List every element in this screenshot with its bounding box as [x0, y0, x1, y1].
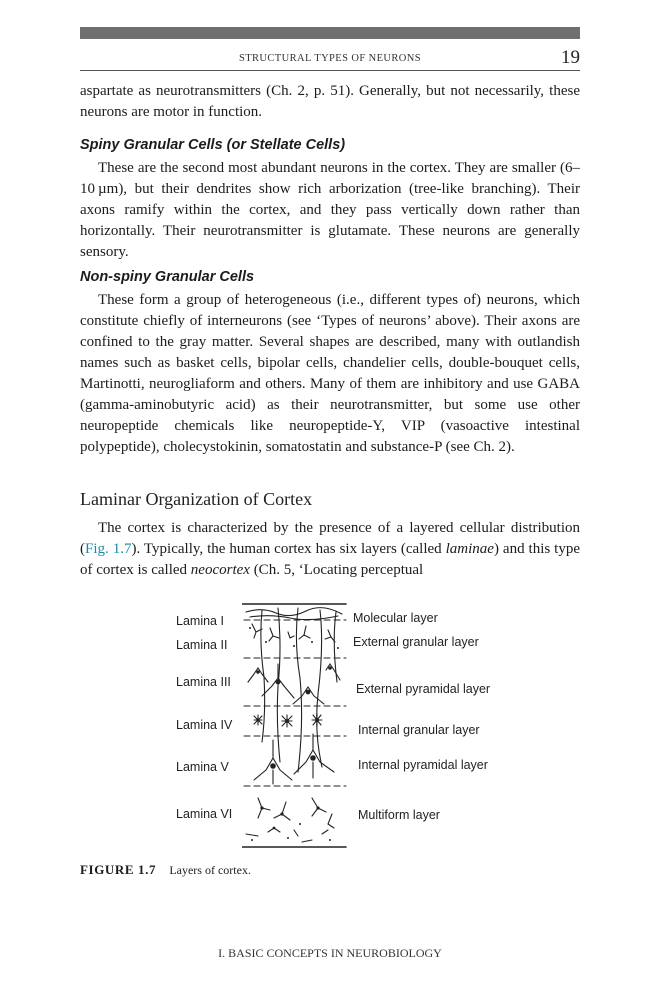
layer-label-1: Molecular layer — [353, 611, 438, 625]
heading-spiny-granular: Spiny Granular Cells (or Stellate Cells) — [80, 137, 346, 153]
page-footer: I. BASIC CONCEPTS IN NEUROBIOLOGY — [218, 946, 442, 960]
layer-label-2: External granular layer — [353, 635, 479, 649]
figure-caption-number: FIGURE 1.7 — [80, 862, 157, 877]
page-number: 19 — [561, 47, 580, 68]
running-title: STRUCTURAL TYPES OF NEURONS — [238, 53, 422, 64]
term-neocortex: neocortex — [190, 562, 250, 578]
paragraph-spiny-granular: These are the second most abundant neurons in the cortex. They are smaller (6–10 µm), but their dendrites show rich arborization (tree-like branching). Their axons ramify within the cortex, and they pass vertically down rather than horizontally. Their neurotransmitter is glutamate. These neurons are generally sensory. — [80, 160, 580, 260]
running-head — [80, 47, 580, 70]
lamina-label-5: Lamina V — [176, 760, 229, 774]
header-rule — [80, 70, 580, 71]
layer-label-6: Multiform layer — [358, 808, 440, 822]
layer-label-5: Internal pyramidal layer — [358, 758, 488, 772]
cortex-layers-figure — [170, 598, 510, 853]
lamina-label-2: Lamina II — [176, 638, 228, 652]
figure-caption-text: Layers of cortex. — [169, 863, 251, 877]
layer-label-4: Internal granular layer — [358, 723, 480, 737]
paragraph-intro: aspartate as neurotransmitters (Ch. 2, p. 51). Generally, but not necessarily, these neurons are motor in function. — [80, 83, 580, 120]
heading-non-spiny-granular: Non-spiny Granular Cells — [80, 269, 255, 285]
heading-laminar-organization: Laminar Organization of Cortex — [80, 489, 313, 509]
lamina-label-3: Lamina III — [176, 675, 231, 689]
lamina-label-6: Lamina VI — [176, 807, 233, 821]
term-laminae: laminae — [445, 541, 494, 557]
lamina-label-4: Lamina IV — [176, 718, 233, 732]
figure-caption — [80, 862, 251, 878]
paragraph-laminar: The cortex is characterized by the presence of a layered cellular distribution (Fig. 1.7). Typically, the human cortex has six layers (called laminae) and this type of cortex is called neocortex (Ch. 5, ‘Locating perceptual — [80, 520, 581, 578]
paragraph-non-spiny-granular: These form a group of heterogeneous (i.e., different types of) neurons, which constitute chiefly of interneurons (see ‘Types of neurons’ above). Their axons are confined to the gray matter. Several shapes are described, many with outlandish names such as basket cells, bipolar cells, chandelier cells, double-bouquet cells, Martinotti, neurogliaform and others. Many of them are inhibitory and use GABA (gamma-aminobutyric acid) as their neurotransmitter, but some use other neuropeptide chemicals like neuropeptide-Y, VIP (vasoactive intestinal polypeptide), cholecystokinin, somatostatin and substance-P (see Ch. 2). — [80, 292, 580, 455]
lamina-label-1: Lamina I — [176, 614, 224, 628]
layer-label-3: External pyramidal layer — [356, 682, 491, 696]
top-rule — [80, 27, 580, 39]
figure-reference-link[interactable]: Fig. 1.7 — [85, 541, 132, 557]
cortex-cell-illustration — [242, 602, 348, 850]
